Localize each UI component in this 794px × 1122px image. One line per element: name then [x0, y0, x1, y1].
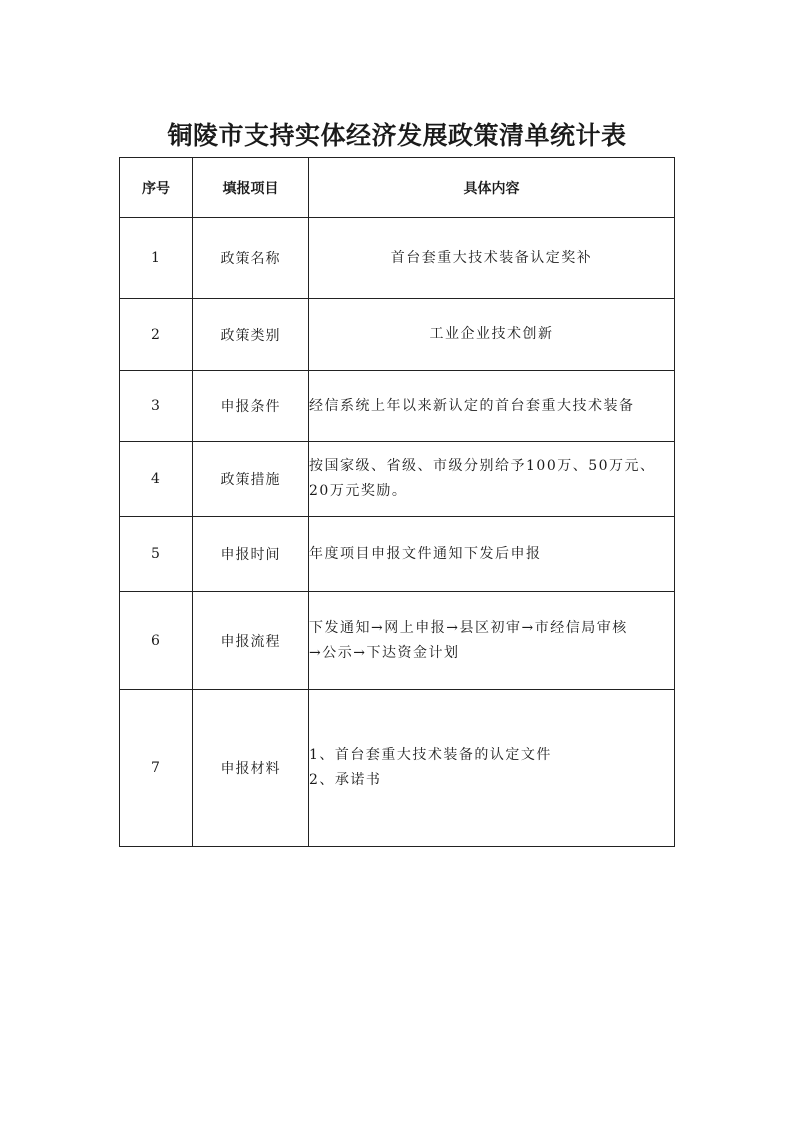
- content-line: 工业企业技术创新: [429, 326, 554, 342]
- row-item: 申报时间: [193, 517, 309, 592]
- content-line: 1、首台套重大技术装备的认定文件: [309, 747, 552, 763]
- row-item: 申报条件: [193, 371, 309, 442]
- table-row: [120, 371, 675, 442]
- document-title: 铜陵市支持实体经济发展政策清单统计表: [167, 121, 627, 150]
- row-content: [309, 690, 675, 847]
- content-line: 首台套重大技术装备认定奖补: [390, 249, 593, 266]
- content-line: 经信系统上年以来新认定的首台套重大技术装备: [309, 397, 635, 414]
- row-number: 4: [120, 442, 193, 517]
- row-item: 申报材料: [193, 690, 309, 847]
- row-content: [309, 218, 675, 299]
- row-content: [309, 592, 675, 690]
- policy-table: [119, 157, 675, 847]
- content-line: 年度项目申报文件通知下发后申报: [309, 545, 542, 562]
- row-number: 1: [120, 218, 193, 299]
- row-item: 政策名称: [193, 218, 309, 299]
- row-number: 7: [120, 690, 193, 847]
- table-row: [120, 218, 675, 299]
- table-row: [120, 442, 675, 517]
- row-content: [309, 517, 675, 592]
- table-header-row: [120, 158, 675, 218]
- content-line: 2、承诺书: [309, 772, 382, 788]
- content-line: 20万元奖励。: [309, 483, 408, 499]
- table-row: [120, 592, 675, 690]
- row-number: 6: [120, 592, 193, 690]
- row-content: [309, 371, 675, 442]
- header-item: 填报项目: [193, 158, 309, 218]
- row-number: 2: [120, 299, 193, 371]
- table-row: [120, 517, 675, 592]
- row-content: [309, 442, 675, 517]
- content-line: →公示→下达资金计划: [309, 644, 460, 661]
- row-content: [309, 299, 675, 371]
- row-item: 政策类别: [193, 299, 309, 371]
- row-number: 5: [120, 517, 193, 592]
- row-item: 政策措施: [193, 442, 309, 517]
- content-line: 按国家级、省级、市级分别给予100万、50万元、: [309, 458, 656, 474]
- table-row: [120, 690, 675, 847]
- header-serial-number: 序号: [120, 158, 193, 218]
- content-line: 下发通知→网上申报→县区初审→市经信局审核: [309, 619, 628, 636]
- row-item: 申报流程: [193, 592, 309, 690]
- row-number: 3: [120, 371, 193, 442]
- table-row: [120, 299, 675, 371]
- header-content: 具体内容: [309, 158, 675, 218]
